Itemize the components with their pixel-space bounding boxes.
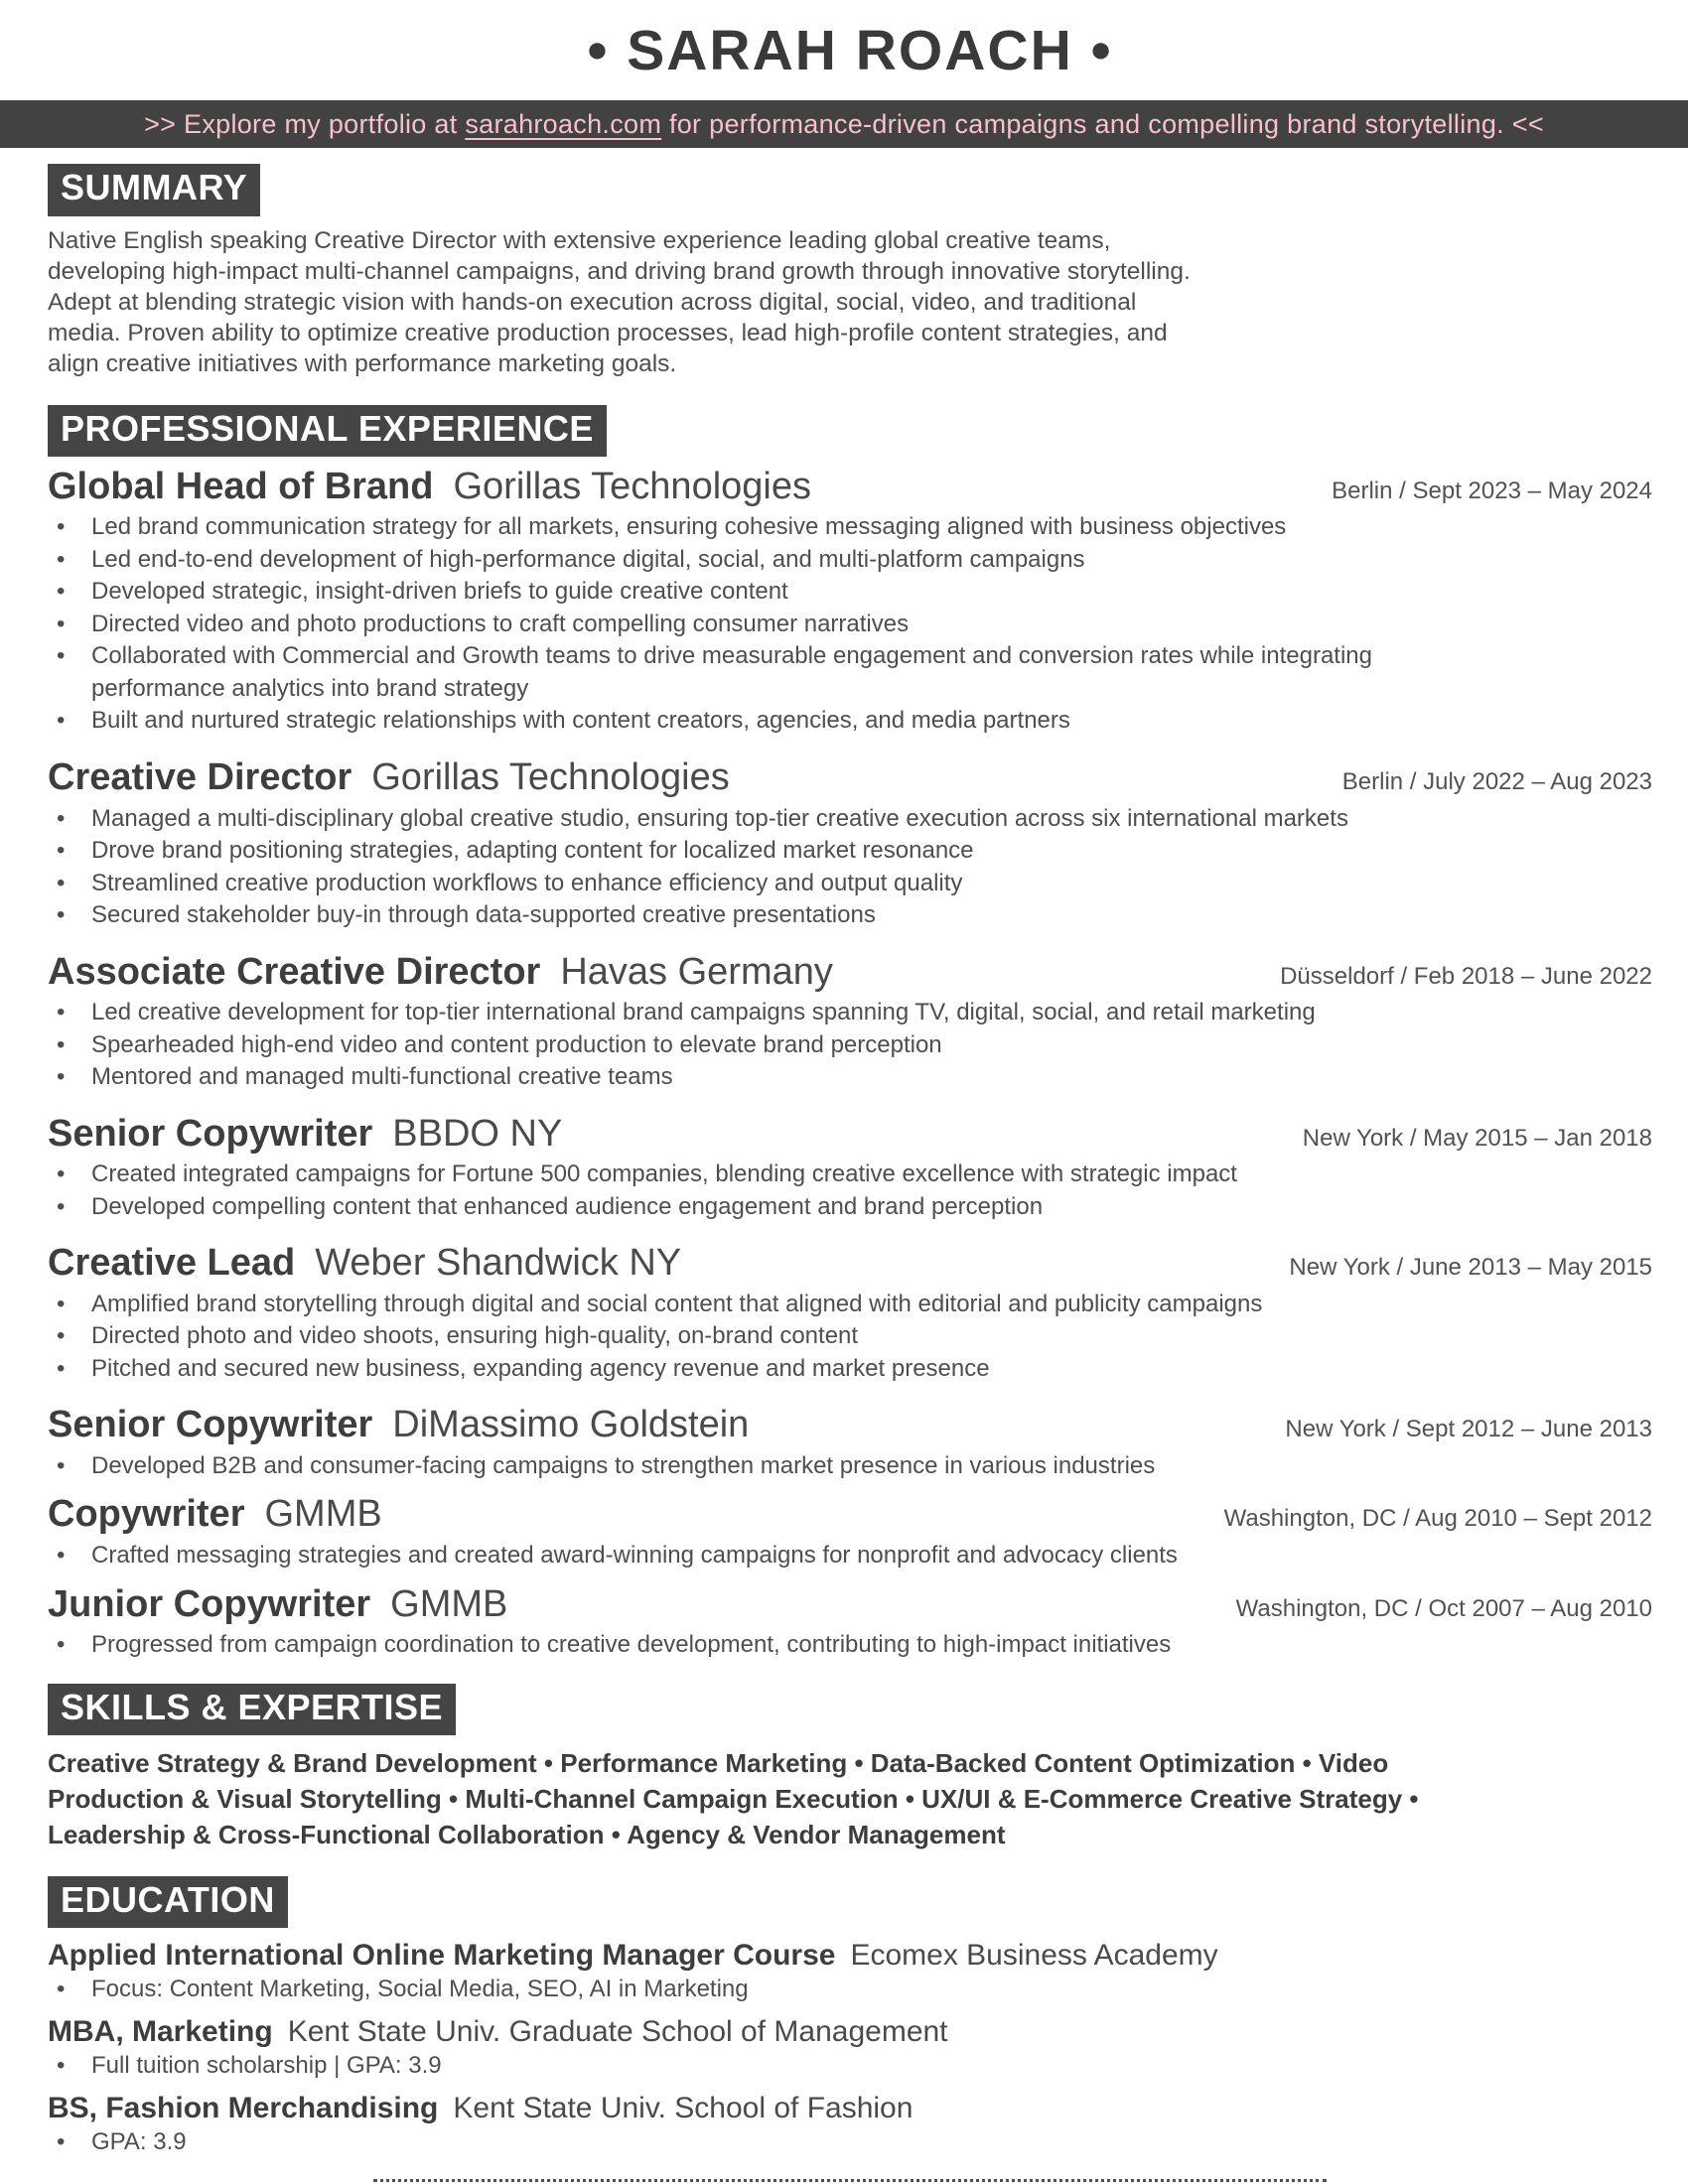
- job-entry: [48, 1403, 1652, 1482]
- education-list: [48, 1938, 1652, 2157]
- job-title: Creative Lead: [48, 1242, 296, 1285]
- job-location-dates: Washington, DC / Oct 2007 – Aug 2010: [1235, 1594, 1652, 1622]
- job-company: Havas Germany: [560, 950, 833, 993]
- experience-list: [48, 465, 1652, 1662]
- portfolio-link[interactable]: sarahroach.com: [465, 108, 662, 139]
- job-location-dates: New York / May 2015 – Jan 2018: [1302, 1124, 1652, 1152]
- education-header: [48, 1938, 1652, 1974]
- job-company: Gorillas Technologies: [371, 755, 730, 798]
- job-location-dates: Washington, DC / Aug 2010 – Sept 2012: [1223, 1505, 1652, 1533]
- job-title: Associate Creative Director: [48, 950, 541, 993]
- job-company: Gorillas Technologies: [453, 465, 811, 507]
- banner-text-suffix: for performance-driven campaigns and compelling brand storytelling. <<: [661, 108, 1544, 139]
- job-bullet-list: [48, 1629, 1652, 1662]
- job-entry: [48, 1112, 1652, 1224]
- job-entry: [48, 755, 1652, 932]
- job-header: [48, 1492, 1652, 1538]
- job-entry: [48, 1582, 1652, 1662]
- education-degree: BS, Fashion Merchandising: [48, 2092, 439, 2125]
- summary-heading: SUMMARY: [48, 164, 260, 215]
- education-header: [48, 2014, 1652, 2050]
- job-bullet-list: [48, 1450, 1652, 1483]
- job-title: Global Head of Brand: [48, 465, 434, 507]
- bullet-item: • Drove brand positioning strategies, adapting content for localized market resonance: [48, 835, 1501, 868]
- job-company: Weber Shandwick NY: [315, 1242, 682, 1285]
- job-location-dates: Berlin / July 2022 – Aug 2023: [1341, 767, 1652, 795]
- job-entry: [48, 1241, 1652, 1385]
- education-bullet-list: [48, 2127, 1652, 2157]
- banner-text-prefix: >> Explore my portfolio at: [144, 108, 466, 139]
- job-bullet-list: [48, 997, 1652, 1094]
- education-school: Ecomex Business Academy: [850, 1939, 1218, 1973]
- education-entry: [48, 1938, 1652, 2004]
- education-entry: [48, 2014, 1652, 2081]
- job-bullet-list: [48, 803, 1652, 932]
- job-bullet-list: [48, 1289, 1652, 1386]
- job-entry: [48, 465, 1652, 738]
- portfolio-banner: [0, 100, 1688, 148]
- bullet-item: • Built and nurtured strategic relationships with content creators, agencies, and media partners: [48, 705, 1501, 738]
- education-heading: EDUCATION: [48, 1876, 288, 1928]
- job-location-dates: New York / June 2013 – May 2015: [1289, 1254, 1652, 1282]
- dotted-cut-line: [373, 2179, 1327, 2182]
- education-degree: MBA, Marketing: [48, 2015, 273, 2049]
- bullet-item: • GPA: 3.9: [48, 2127, 1501, 2157]
- bullet-item: • Directed photo and video shoots, ensuring high-quality, on-brand content: [48, 1320, 1501, 1353]
- job-company: GMMB: [264, 1493, 382, 1536]
- job-location-dates: Düsseldorf / Feb 2018 – June 2022: [1280, 962, 1652, 990]
- bullet-item: • Secured stakeholder buy-in through data-supported creative presentations: [48, 899, 1501, 932]
- job-header: [48, 755, 1652, 801]
- job-bullet-list: [48, 1159, 1652, 1223]
- bullet-item: • Spearheaded high-end video and content production to elevate brand perception: [48, 1029, 1501, 1062]
- job-company: BBDO NY: [392, 1112, 563, 1155]
- job-header: [48, 950, 1652, 996]
- bullet-item: • Developed compelling content that enhanced audience engagement and brand perception: [48, 1191, 1501, 1224]
- bullet-item: • Progressed from campaign coordination to creative development, contributing to high-impact initiatives: [48, 1629, 1501, 1662]
- bullet-item: • Crafted messaging strategies and created award-winning campaigns for nonprofit and advocacy clients: [48, 1540, 1501, 1572]
- job-header: [48, 1112, 1652, 1158]
- education-school: Kent State Univ. Graduate School of Management: [287, 2015, 948, 2049]
- job-header: [48, 465, 1652, 510]
- bullet-item: • Streamlined creative production workflows to enhance efficiency and output quality: [48, 868, 1501, 900]
- job-location-dates: Berlin / Sept 2023 – May 2024: [1332, 477, 1652, 504]
- job-location-dates: New York / Sept 2012 – June 2013: [1285, 1416, 1652, 1443]
- bullet-item: • Directed video and photo productions to craft compelling consumer narratives: [48, 609, 1501, 641]
- job-title: Senior Copywriter: [48, 1404, 373, 1446]
- bullet-item: • Managed a multi-disciplinary global creative studio, ensuring top-tier creative execution across six international markets: [48, 803, 1501, 836]
- job-company: DiMassimo Goldstein: [392, 1404, 750, 1446]
- job-header: [48, 1241, 1652, 1287]
- education-entry: [48, 2091, 1652, 2157]
- bullet-item: • Developed B2B and consumer-facing campaigns to strengthen market presence in various industries: [48, 1450, 1501, 1483]
- education-school: Kent State Univ. School of Fashion: [453, 2092, 914, 2125]
- bullet-item: • Collaborated with Commercial and Growth teams to drive measurable engagement and conversion rates while integrating performance analytics into brand strategy: [48, 640, 1501, 705]
- job-title: Copywriter: [48, 1493, 245, 1536]
- job-header: [48, 1582, 1652, 1628]
- bullet-item: • Led brand communication strategy for all markets, ensuring cohesive messaging aligned with business objectives: [48, 511, 1501, 544]
- education-degree: Applied International Online Marketing Manager Course: [48, 1939, 836, 1973]
- bullet-item: • Pitched and secured new business, expanding agency revenue and market presence: [48, 1353, 1501, 1386]
- bullet-item: • Full tuition scholarship | GPA: 3.9: [48, 2051, 1501, 2081]
- skills-heading: SKILLS & EXPERTISE: [48, 1684, 456, 1735]
- bullet-item: • Led creative development for top-tier international brand campaigns spanning TV, digital, social, and retail marketing: [48, 997, 1501, 1029]
- bullet-item: • Mentored and managed multi-functional creative teams: [48, 1061, 1501, 1094]
- job-company: GMMB: [390, 1582, 508, 1625]
- job-entry: [48, 950, 1652, 1094]
- skills-text: Creative Strategy & Brand Development • Performance Marketing • Data-Backed Content Optimization • Video Production & Visual Storytelling • Multi-Channel Campaign Execution • UX/UI & E-Commerce Creative Strategy • Leadership & Cross-Functional Collaboration • Agency & Vendor Management: [48, 1747, 1419, 1849]
- bullet-item: • Focus: Content Marketing, Social Media, SEO, AI in Marketing: [48, 1975, 1501, 2004]
- bullet-item: • Led end-to-end development of high-performance digital, social, and multi-platform campaigns: [48, 544, 1501, 577]
- page-title: • SARAH ROACH •: [587, 19, 1113, 82]
- job-header: [48, 1403, 1652, 1448]
- education-bullet-list: [48, 1975, 1652, 2004]
- job-title: Creative Director: [48, 755, 352, 798]
- education-header: [48, 2091, 1652, 2126]
- bullet-item: • Developed strategic, insight-driven briefs to guide creative content: [48, 576, 1501, 609]
- education-bullet-list: [48, 2051, 1652, 2081]
- job-entry: [48, 1492, 1652, 1571]
- bullet-item: • Amplified brand storytelling through digital and social content that aligned with editorial and publicity campaigns: [48, 1289, 1501, 1321]
- experience-heading: PROFESSIONAL EXPERIENCE: [48, 405, 607, 457]
- job-title: Junior Copywriter: [48, 1582, 371, 1625]
- job-bullet-list: [48, 1540, 1652, 1572]
- summary-text: Native English speaking Creative Director with extensive experience leading global creative teams, developing high-impact multi-channel campaigns, and driving brand growth through innovative storytelling. Adept at blending strategic vision with hands-on execution across digital, social, video, and traditional media. Proven ability to optimize creative production processes, lead high-profile content strategies, and align creative initiatives with performance marketing goals.: [48, 226, 1191, 377]
- job-title: Senior Copywriter: [48, 1112, 373, 1155]
- job-bullet-list: [48, 511, 1652, 738]
- bullet-item: • Created integrated campaigns for Fortune 500 companies, blending creative excellence with strategic impact: [48, 1159, 1501, 1191]
